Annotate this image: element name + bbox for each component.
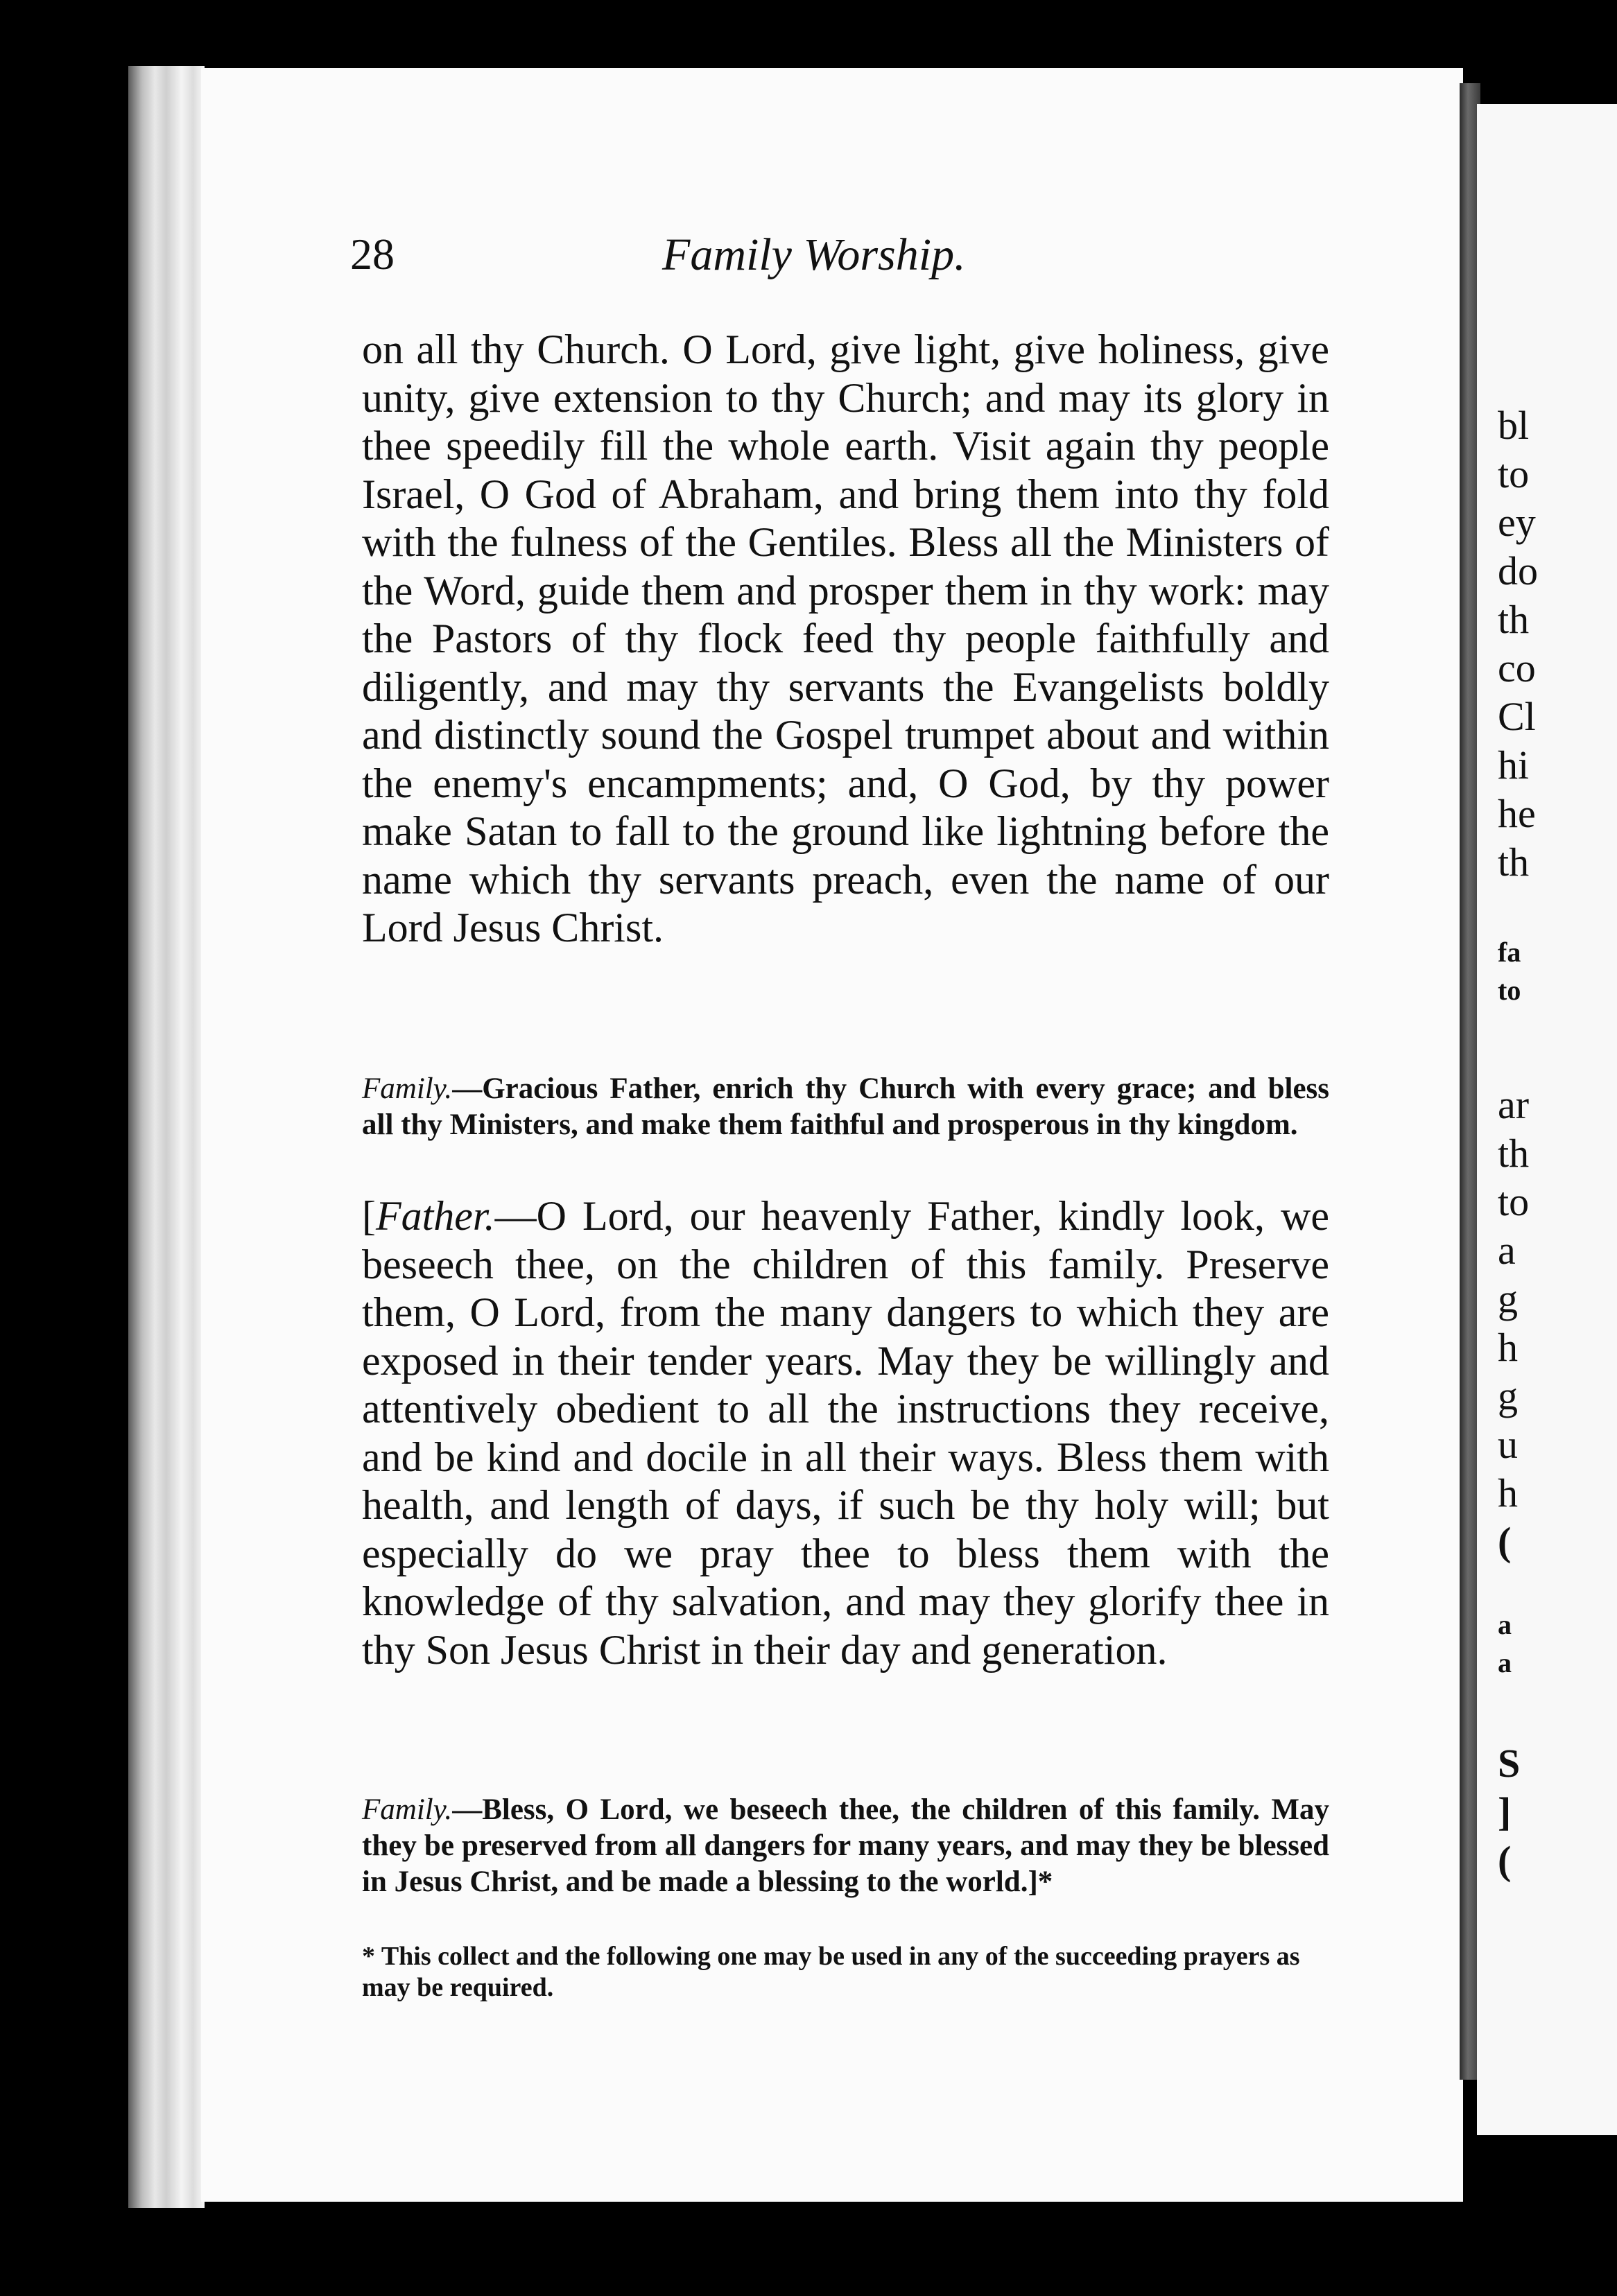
facing-line: Cl	[1498, 694, 1536, 739]
facing-line: ey	[1498, 500, 1536, 545]
footnote: * This collect and the following one may be used in any of the succeeding prayers as may be required.	[362, 1942, 1300, 2002]
facing-line: fa	[1498, 937, 1521, 968]
facing-line: th	[1498, 1131, 1530, 1176]
running-title: Family Worship.	[662, 229, 966, 280]
facing-line: h	[1498, 1325, 1518, 1370]
response-text: —Gracious Father, enrich thy Church with every grace; and bless all thy Ministers, and make them faithful and prosperous in thy kingdom.	[362, 1072, 1329, 1141]
page-number: 28	[350, 229, 395, 279]
facing-line: co	[1498, 645, 1536, 690]
facing-line: S	[1498, 1741, 1521, 1786]
father-speaker: Father.	[375, 1193, 495, 1239]
father-text: —O Lord, our heavenly Father, kindly look, we beseech thee, on the children of this family. Preserve them, O Lord, from the many dangers to which they are exposed in their tender years. May they be willingly and attentively obedient to all the instructions they receive, and be kind and docile in all their ways. Bless them with health, and length of days, if such be thy holy will; but especially do we pray thee to bless them with the knowledge of thy salvation, and may they glorify thee in thy Son Jesus Christ in their day and generation.	[362, 1193, 1329, 1673]
family-response	[362, 1792, 1329, 1900]
facing-line: (	[1498, 1519, 1512, 1564]
facing-line: hi	[1498, 742, 1530, 788]
response-speaker: Family.	[362, 1072, 453, 1105]
page-header	[350, 229, 1335, 291]
family-response	[362, 1071, 1329, 1143]
facing-line: to	[1498, 975, 1521, 1006]
facing-line: a	[1498, 1647, 1512, 1678]
facing-line: g	[1498, 1276, 1518, 1321]
facing-line: a	[1498, 1609, 1512, 1640]
facing-line: h	[1498, 1470, 1518, 1515]
facing-line: ar	[1498, 1082, 1530, 1127]
facing-line: bl	[1498, 403, 1530, 448]
facing-line: to	[1498, 1179, 1530, 1224]
response-speaker: Family.	[362, 1793, 453, 1826]
facing-line: do	[1498, 548, 1538, 593]
facing-line: to	[1498, 451, 1530, 496]
response-text: —Bless, O Lord, we beseech thee, the children of this family. May they be preserved from all dangers for many years, and may they be blessed in Jesus Christ, and be made a blessing to the world.]*	[362, 1793, 1329, 1898]
open-bracket: [	[362, 1193, 376, 1239]
facing-line: g	[1498, 1373, 1518, 1418]
facing-line: th	[1498, 840, 1530, 885]
father-prayer	[362, 1192, 1329, 1674]
facing-line: ]	[1498, 1789, 1512, 1834]
page-edges	[128, 66, 205, 2208]
facing-page-fragment	[1477, 104, 1617, 2135]
facing-line: a	[1498, 1228, 1516, 1273]
facing-line: u	[1498, 1422, 1518, 1467]
facing-line: he	[1498, 791, 1536, 836]
facing-line: th	[1498, 597, 1530, 642]
prayer-paragraph: on all thy Church. O Lord, give light, give holiness, give unity, give extension to thy Church; and may its glory in thee speedily fill the whole earth. Visit again thy people Israel, O God of Abraham, and bring them into thy fold with the fulness of the Gentiles. Bless all the Ministers of the Word, guide them and prosper them in thy work: may the Pastors of thy flock feed thy people faithfully and diligently, and may thy servants the Evangelists boldly and distinctly sound the Gospel trumpet about and within the enemy's encampments; and, O God, by thy power make Satan to fall to the ground like lightning before the name which thy servants preach, even the name of our Lord Jesus Christ.	[362, 327, 1329, 950]
facing-line: (	[1498, 1838, 1512, 1883]
